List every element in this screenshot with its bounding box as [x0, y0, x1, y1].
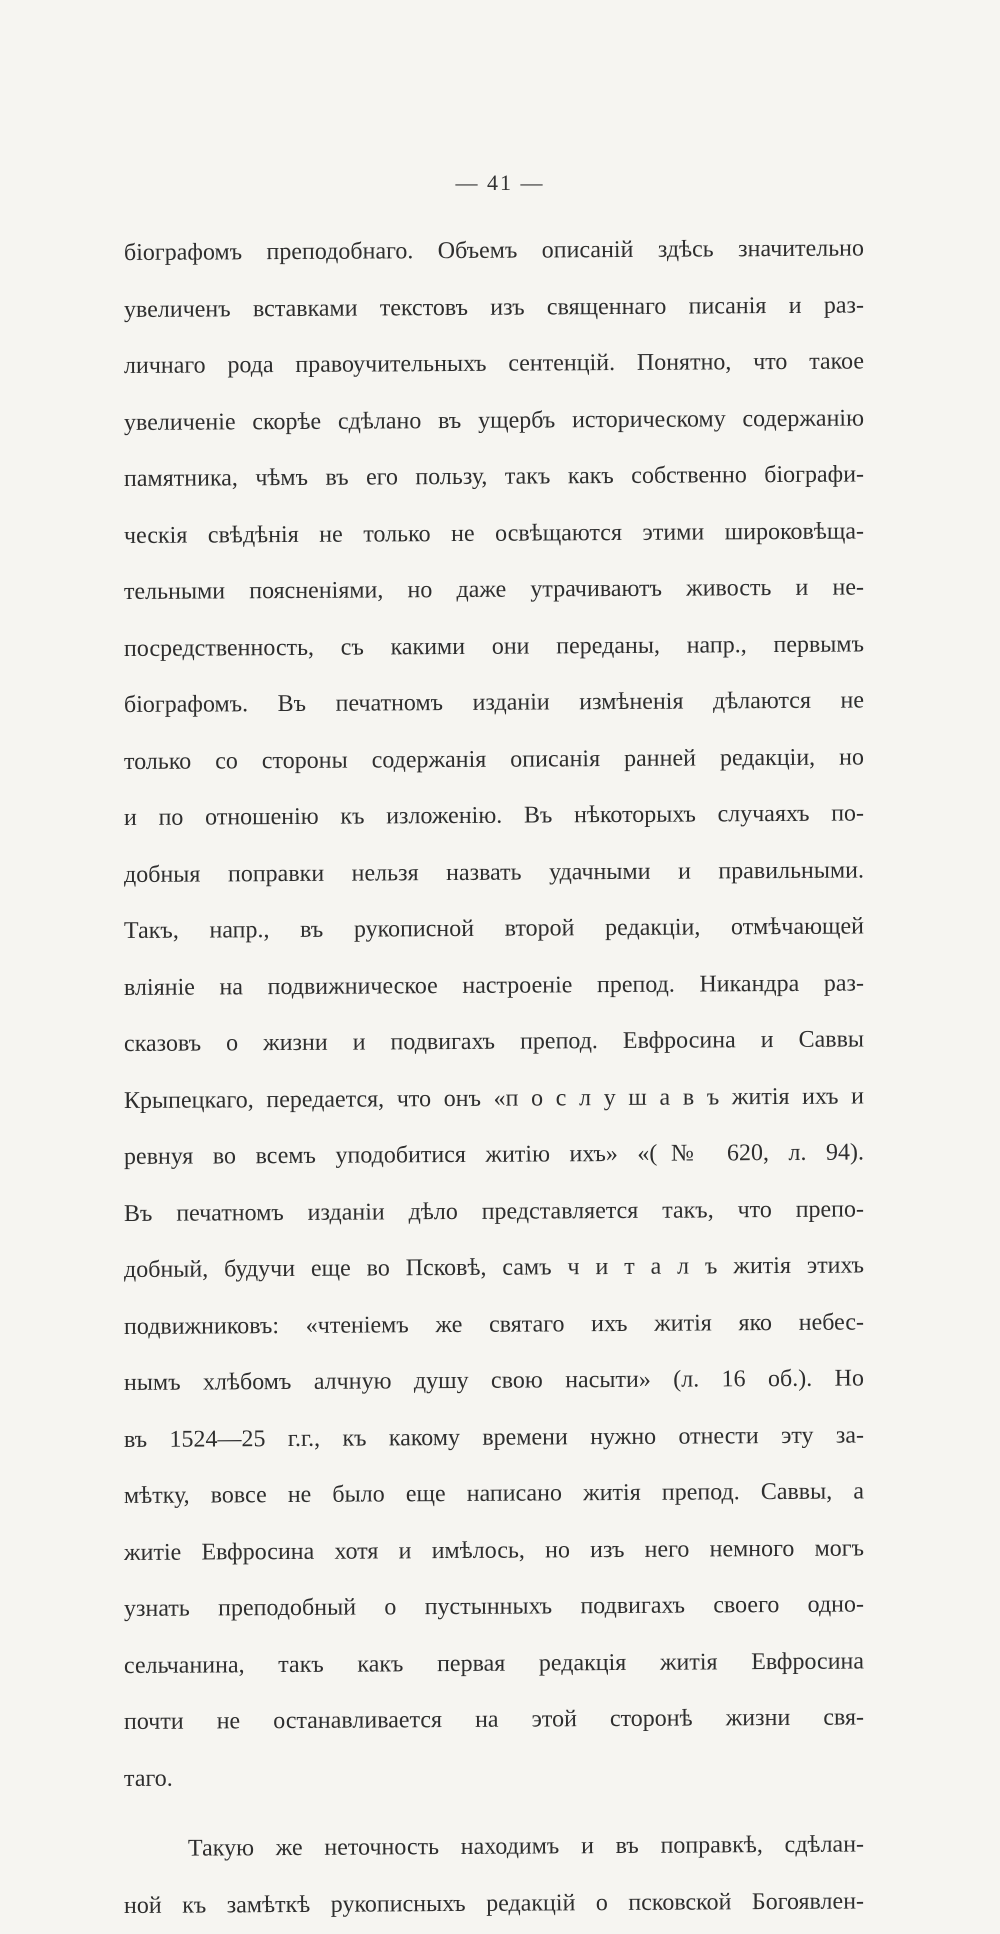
text-line: добныя поправки нельзя назвать удачными и правильными.	[123, 856, 865, 888]
text-line: нымъ хлѣбомъ алчную душу свою насыти» (л. 16 об.). Но	[123, 1365, 865, 1396]
text-line: подвижниковъ: «чтеніемъ же святаго ихъ житія яко небес-	[123, 1308, 865, 1340]
paragraph-1	[124, 225, 864, 1807]
text-line: увеличеніе скорѣе сдѣлано въ ущербъ историческому содержанію	[123, 404, 865, 436]
paragraph-2	[124, 1821, 864, 1934]
text-line: Такъ, напр., въ рукописной второй редакціи, отмѣчающей	[123, 913, 865, 944]
text-line: въ 1524—25 г.г., къ какому времени нужно отнести эту за-	[123, 1421, 865, 1453]
text-line: сельчанина, такъ какъ первая редакція житія Евфросина	[123, 1647, 865, 1679]
text-line: только со стороны содержанія описанія ранней редакціи, но	[123, 743, 865, 775]
text-line: Крыпецкаго, передается, что онъ «п о с л у ш а в ъ житія ихъ и	[123, 1082, 865, 1114]
text-line: біографомъ преподобнаго. Объемъ описаній здѣсь значительно	[123, 235, 865, 266]
text-line: посредственность, съ какими они переданы, напр., первымъ	[123, 630, 865, 662]
text-line: ной къ замѣткѣ рукописныхъ редакцій о псковской Богоявлен-	[123, 1887, 865, 1919]
text-line: вліяніе на подвижническое настроеніе препод. Никандра раз-	[123, 969, 865, 1001]
text-line: добный, будучи еще во Псковѣ, самъ ч и т а л ъ житія этихъ	[123, 1252, 865, 1283]
text-line: ческія свѣдѣнія не только не освѣщаются этими широковѣща-	[123, 517, 865, 549]
text-line: увеличенъ вставками текстовъ изъ священнаго писанія и раз-	[123, 291, 865, 323]
text-line: личнаго рода правоучительныхъ сентенцій. Понятно, что такое	[123, 348, 865, 379]
text-line: и по отношенію къ изложенію. Въ нѣкоторыхъ случаяхъ по-	[123, 800, 865, 831]
text-line: почти не останавливается на этой сторонѣ жизни свя-	[123, 1704, 865, 1735]
page-number: — 41 —	[455, 170, 545, 195]
text-line: біографомъ. Въ печатномъ изданіи измѣненія дѣлаются не	[123, 687, 865, 718]
text-line: таго.	[123, 1765, 173, 1792]
text-line: житіе Евфросина хотя и имѣлось, но изъ него немного могъ	[123, 1534, 865, 1566]
text-line: памятника, чѣмъ въ его пользу, такъ какъ собственно біографи-	[123, 461, 865, 492]
text-line: ревнуя во всемъ уподобитися житію ихъ» «(№ 620, л. 94).	[123, 1139, 865, 1170]
text-line: Въ печатномъ изданіи дѣло представляется такъ, что препо-	[123, 1195, 865, 1227]
text-line: сказовъ о жизни и подвигахъ препод. Евфросина и Саввы	[123, 1026, 865, 1057]
text-line: мѣтку, вовсе не было еще написано житія препод. Саввы, а	[123, 1478, 865, 1509]
text-line: тельными поясненіями, но даже утрачиваютъ живость и не-	[123, 574, 865, 605]
text-line: узнать преподобный о пустынныхъ подвигахъ своего одно-	[123, 1591, 865, 1622]
text-line: Такую же неточность находимъ и въ поправкѣ, сдѣлан-	[187, 1831, 865, 1862]
